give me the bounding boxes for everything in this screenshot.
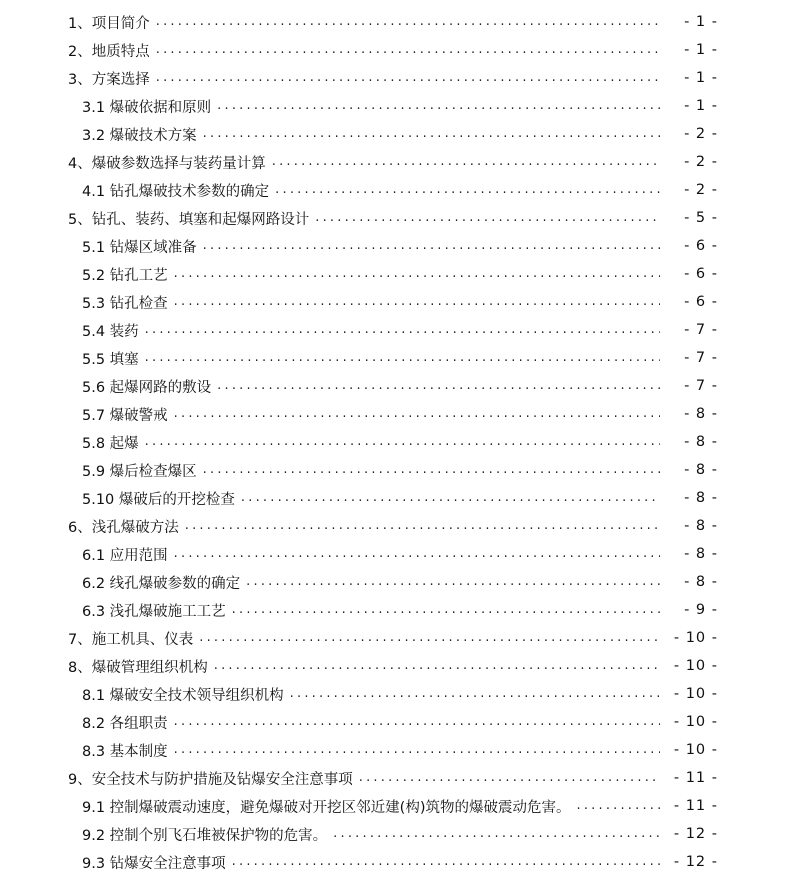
toc-entry-page-number: - 11 - — [673, 770, 718, 786]
toc-entry[interactable] — [0, 624, 794, 652]
toc-entry-page-number: - 6 - — [684, 238, 718, 254]
toc-entry[interactable] — [0, 120, 794, 148]
dot-leader — [203, 239, 660, 253]
toc-entry[interactable] — [0, 680, 794, 708]
toc-entry-page-number: - 10 - — [673, 742, 718, 758]
dot-leader — [232, 603, 660, 617]
toc-entry-title: 5.7 爆破警戒 — [82, 407, 168, 424]
dot-leader — [145, 435, 660, 449]
toc-entry-page-number: - 6 - — [684, 266, 718, 282]
toc-entry-page-number: - 1 - — [684, 14, 718, 30]
toc-entry[interactable] — [0, 316, 794, 344]
dot-leader — [185, 519, 660, 533]
dot-leader — [214, 659, 660, 673]
toc-entry-title: 5.6 起爆网路的敷设 — [82, 379, 212, 396]
toc-entry[interactable] — [0, 232, 794, 260]
toc-entry-page-number: - 8 - — [684, 462, 718, 478]
dot-leader — [246, 575, 660, 589]
toc-entry-page-number: - 1 - — [684, 98, 718, 114]
toc-entry[interactable] — [0, 204, 794, 232]
toc-entry-title: 7、施工机具、仪表 — [68, 631, 194, 648]
toc-entry-page-number: - 12 - — [673, 854, 718, 870]
dot-leader — [199, 631, 660, 645]
toc-entry-title: 5.1 钻爆区域准备 — [82, 239, 197, 256]
dot-leader — [174, 267, 660, 281]
toc-entry[interactable] — [0, 596, 794, 624]
dot-leader — [156, 43, 660, 57]
toc-entry-page-number: - 8 - — [684, 490, 718, 506]
toc-entry[interactable] — [0, 484, 794, 512]
toc-entry-page-number: - 7 - — [684, 322, 718, 338]
dot-leader — [272, 155, 660, 169]
toc-entry-title: 3.1 爆破依据和原则 — [82, 99, 212, 116]
toc-entry-page-number: - 7 - — [684, 350, 718, 366]
toc-entry-title: 4、爆破参数选择与装药量计算 — [68, 155, 266, 172]
toc-entry[interactable] — [0, 148, 794, 176]
toc-entry[interactable] — [0, 568, 794, 596]
toc-entry-page-number: - 6 - — [684, 294, 718, 310]
toc-entry[interactable] — [0, 260, 794, 288]
toc-entry-title: 8.2 各组职责 — [82, 715, 168, 732]
toc-entry-title: 8.3 基本制度 — [82, 743, 168, 760]
toc-entry-page-number: - 7 - — [684, 378, 718, 394]
toc-entry-title: 5.10 爆破后的开挖检查 — [82, 491, 235, 508]
toc-entry[interactable] — [0, 512, 794, 540]
toc-entry[interactable] — [0, 764, 794, 792]
toc-entry-page-number: - 12 - — [673, 826, 718, 842]
toc-entry-title: 8、爆破管理组织机构 — [68, 659, 208, 676]
toc-entry-page-number: - 5 - — [684, 210, 718, 226]
dot-leader — [145, 323, 660, 337]
toc-entry-page-number: - 2 - — [684, 126, 718, 142]
dot-leader — [203, 127, 660, 141]
toc-entry-page-number: - 2 - — [684, 182, 718, 198]
toc-entry[interactable] — [0, 792, 794, 820]
toc-entry-page-number: - 8 - — [684, 518, 718, 534]
toc-entry-title: 6.3 浅孔爆破施工工艺 — [82, 603, 226, 620]
toc-entry-title: 5.3 钻孔检查 — [82, 295, 168, 312]
toc-entry-title: 1、项目简介 — [68, 15, 150, 32]
toc-entry-title: 9.3 钻爆安全注意事项 — [82, 855, 226, 872]
toc-entry-title: 2、地质特点 — [68, 43, 150, 60]
toc-entry[interactable] — [0, 428, 794, 456]
dot-leader — [333, 827, 660, 841]
toc-entry-title: 8.1 爆破安全技术领导组织机构 — [82, 687, 284, 704]
dot-leader — [290, 687, 660, 701]
toc-entry[interactable] — [0, 372, 794, 400]
dot-leader — [174, 295, 660, 309]
toc-entry-title: 5.8 起爆 — [82, 435, 139, 452]
dot-leader — [359, 771, 660, 785]
dot-leader — [217, 379, 660, 393]
toc-entry[interactable] — [0, 540, 794, 568]
toc-entry-page-number: - 8 - — [684, 574, 718, 590]
toc-entry-page-number: - 11 - — [673, 798, 718, 814]
dot-leader — [315, 211, 660, 225]
toc-entry-page-number: - 10 - — [673, 686, 718, 702]
toc-entry-page-number: - 8 - — [684, 406, 718, 422]
dot-leader — [174, 407, 660, 421]
dot-leader — [174, 715, 660, 729]
dot-leader — [232, 855, 660, 869]
toc-entry-title: 9.1 控制爆破震动速度，避免爆破对开挖区邻近建(构)筑物的爆破震动危害。 — [82, 799, 571, 816]
toc-entry[interactable] — [0, 92, 794, 120]
toc-entry-page-number: - 8 - — [684, 546, 718, 562]
toc-entry[interactable] — [0, 820, 794, 848]
dot-leader — [241, 491, 660, 505]
toc-entry[interactable] — [0, 400, 794, 428]
dot-leader — [174, 547, 660, 561]
dot-leader — [217, 99, 660, 113]
dot-leader — [145, 351, 660, 365]
toc-entry-title: 5.4 装药 — [82, 323, 139, 340]
toc-entry-page-number: - 10 - — [673, 630, 718, 646]
toc-entry-title: 4.1 钻孔爆破技术参数的确定 — [82, 183, 270, 200]
dot-leader — [203, 463, 660, 477]
toc-entry[interactable] — [0, 8, 794, 36]
toc-entry[interactable] — [0, 288, 794, 316]
toc-entry-page-number: - 2 - — [684, 154, 718, 170]
toc-entry-title: 5、钻孔、装药、填塞和起爆网路设计 — [68, 211, 310, 228]
toc-entry[interactable] — [0, 652, 794, 680]
dot-leader — [156, 71, 660, 85]
toc-entry-title: 6.1 应用范围 — [82, 547, 168, 564]
toc-entry-title: 9、安全技术与防护措施及钻爆安全注意事项 — [68, 771, 353, 788]
toc-entry-page-number: - 10 - — [673, 658, 718, 674]
toc-entry-title: 5.2 钻孔工艺 — [82, 267, 168, 284]
toc-entry[interactable] — [0, 456, 794, 484]
dot-leader — [174, 743, 660, 757]
toc-entry-page-number: - 1 - — [684, 70, 718, 86]
toc-entry-title: 3、方案选择 — [68, 71, 150, 88]
dot-leader — [156, 15, 660, 29]
toc-entry-page-number: - 9 - — [684, 602, 718, 618]
toc-entry-title: 6、浅孔爆破方法 — [68, 519, 179, 536]
dot-leader — [275, 183, 660, 197]
dot-leader — [576, 799, 660, 813]
toc-entry-title: 3.2 爆破技术方案 — [82, 127, 197, 144]
toc-entry-title: 5.5 填塞 — [82, 351, 139, 368]
toc-entry[interactable] — [0, 36, 794, 64]
toc-entry[interactable] — [0, 708, 794, 736]
toc-entry[interactable] — [0, 64, 794, 92]
toc-entry-title: 6.2 线孔爆破参数的确定 — [82, 575, 241, 592]
toc-entry[interactable] — [0, 176, 794, 204]
toc-entry-page-number: - 10 - — [673, 714, 718, 730]
toc-entry-page-number: - 8 - — [684, 434, 718, 450]
toc-entry-title: 5.9 爆后检查爆区 — [82, 463, 197, 480]
toc-entry[interactable] — [0, 848, 794, 876]
toc-entry[interactable] — [0, 344, 794, 372]
toc-entry-title: 9.2 控制个别飞石堆被保护物的危害。 — [82, 827, 328, 844]
toc-entry-page-number: - 1 - — [684, 42, 718, 58]
toc-entry[interactable] — [0, 736, 794, 764]
